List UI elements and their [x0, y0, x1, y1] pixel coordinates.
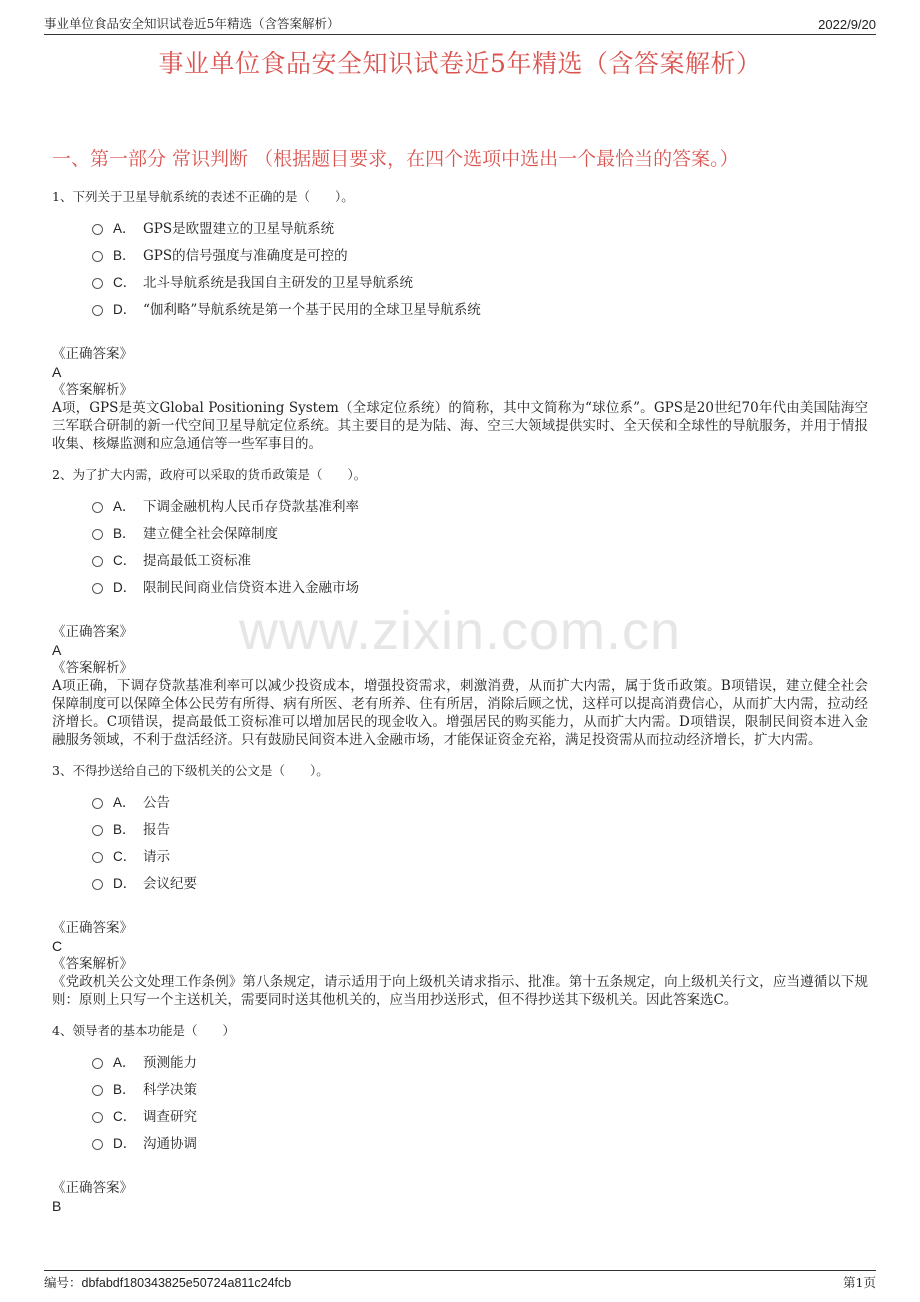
page-footer — [44, 1270, 876, 1291]
option-text: 北斗导航系统是我国自主研发的卫星导航系统 — [143, 274, 413, 291]
option-text: 建立健全社会保障制度 — [143, 525, 278, 542]
analysis-label: 《答案解析》 — [52, 382, 133, 398]
option-letter: C． — [113, 552, 137, 568]
radio-icon[interactable] — [92, 305, 103, 316]
option-list — [92, 1047, 868, 1155]
option-text: 限制民间商业信贷资本进入金融市场 — [143, 579, 359, 596]
option-letter: B． — [113, 525, 136, 541]
radio-icon[interactable] — [92, 1085, 103, 1096]
correct-answer-value: B — [52, 1198, 62, 1214]
option-a[interactable] — [92, 1047, 868, 1074]
option-d[interactable] — [92, 1128, 868, 1155]
question-3 — [52, 761, 868, 1009]
question-stem: 1、下列关于卫星导航系统的表述不正确的是（ ）。 — [52, 189, 354, 204]
option-list — [92, 787, 868, 895]
document-title: 事业单位食品安全知识试卷近5年精选（含答案解析） — [158, 49, 762, 78]
answer-block — [52, 345, 868, 453]
footer-code-label: 编号： — [44, 1275, 82, 1290]
option-text: GPS的信号强度与准确度是可控的 — [143, 247, 348, 264]
option-text: 沟通协调 — [143, 1135, 197, 1152]
answer-block — [52, 919, 868, 1009]
option-letter: C． — [113, 274, 137, 290]
question-4 — [52, 1021, 868, 1215]
question-list — [52, 187, 868, 1215]
radio-icon[interactable] — [92, 798, 103, 809]
radio-icon[interactable] — [92, 852, 103, 863]
radio-icon[interactable] — [92, 583, 103, 594]
option-text: 公告 — [143, 794, 170, 811]
radio-icon[interactable] — [92, 825, 103, 836]
option-text: 会议纪要 — [143, 875, 197, 892]
option-b[interactable] — [92, 1074, 868, 1101]
option-c[interactable] — [92, 267, 868, 294]
option-text: “伽利略”导航系统是第一个基于民用的全球卫星导航系统 — [143, 301, 481, 318]
option-a[interactable] — [92, 213, 868, 240]
radio-icon[interactable] — [92, 502, 103, 513]
header-doc-title: 事业单位食品安全知识试卷近5年精选（含答案解析） — [44, 16, 340, 31]
footer-page-number: 第1页 — [843, 1275, 876, 1290]
option-text: GPS是欧盟建立的卫星导航系统 — [143, 220, 335, 237]
option-letter: D． — [113, 301, 137, 317]
option-letter: A． — [113, 1054, 136, 1070]
option-text: 调查研究 — [143, 1108, 197, 1125]
option-letter: C． — [113, 1108, 137, 1124]
option-c[interactable] — [92, 545, 868, 572]
option-letter: A． — [113, 794, 136, 810]
option-letter: A． — [113, 220, 136, 236]
correct-answer-label: 《正确答案》 — [52, 1180, 133, 1196]
radio-icon[interactable] — [92, 251, 103, 262]
answer-block — [52, 1179, 868, 1215]
question-stem: 2、为了扩大内需，政府可以采取的货币政策是（ ）。 — [52, 467, 367, 482]
analysis-label: 《答案解析》 — [52, 956, 133, 972]
option-letter: B． — [113, 247, 136, 263]
option-d[interactable] — [92, 572, 868, 599]
option-b[interactable] — [92, 240, 868, 267]
radio-icon[interactable] — [92, 529, 103, 540]
question-1 — [52, 187, 868, 453]
footer-code-value: dbfabdf180343825e50724a811c24fcb — [81, 1276, 292, 1290]
correct-answer-label: 《正确答案》 — [52, 920, 133, 936]
correct-answer-value: C — [52, 938, 63, 954]
option-list — [92, 491, 868, 599]
page-header — [44, 12, 876, 35]
correct-answer-label: 《正确答案》 — [52, 346, 133, 362]
option-a[interactable] — [92, 491, 868, 518]
option-d[interactable] — [92, 294, 868, 321]
footer-code — [44, 1273, 291, 1291]
radio-icon[interactable] — [92, 278, 103, 289]
question-stem: 4、领导者的基本功能是（ ） — [52, 1023, 235, 1038]
analysis-text: 《党政机关公文处理工作条例》第八条规定，请示适用于向上级机关请求指示、批准。第十五条规定，向上级机关行文，应当遵循以下规则：原则上只写一个主送机关，需要同时送其他机关的，应当用抄送形式，但不得抄送其下级机关。因此答案选C。 — [52, 974, 868, 1008]
option-list — [92, 213, 868, 321]
analysis-text: A项正确，下调存贷款基准利率可以减少投资成本，增强投资需求，刺激消费，从而扩大内需，属于货币政策。B项错误，建立健全社会保障制度可以保障全体公民劳有所得、病有所医、老有所养、住有所居，消除后顾之忧，这样可以提高消费信心，从而扩大内需，拉动经济增长。C项错误，提高最低工资标准可以增加居民的现金收入。增强居民的购买能力，从而扩大内需。D项错误，限制民间资本进入金融服务领域，不利于盘活经济。只有鼓励民间资本进入金融市场，才能保证资金充裕，满足投资需从而拉动经济增长，扩大内需。 — [52, 678, 868, 748]
radio-icon[interactable] — [92, 1139, 103, 1150]
radio-icon[interactable] — [92, 879, 103, 890]
answer-block — [52, 623, 868, 749]
option-letter: A． — [113, 498, 136, 514]
option-letter: B． — [113, 821, 136, 837]
option-b[interactable] — [92, 518, 868, 545]
correct-answer-value: A — [52, 364, 62, 380]
option-letter: D． — [113, 875, 137, 891]
correct-answer-label: 《正确答案》 — [52, 624, 133, 640]
option-letter: D． — [113, 579, 137, 595]
radio-icon[interactable] — [92, 556, 103, 567]
option-text: 请示 — [143, 848, 170, 865]
option-c[interactable] — [92, 841, 868, 868]
option-a[interactable] — [92, 787, 868, 814]
watermark: www.zixin.com.cn — [238, 601, 682, 661]
analysis-text: A项，GPS是英文Global Positioning System（全球定位系统）的简称，其中文简称为“球位系”。GPS是20世纪70年代由美国陆海空三军联合研制的新一代空间卫星导航定位系统。其主要目的是为陆、海、空三大领域提供实时、全天侯和全球性的导航服务，并用于情报收集、核爆监测和应急通信等一些军事目的。 — [52, 400, 868, 452]
option-text: 科学决策 — [143, 1081, 197, 1098]
radio-icon[interactable] — [92, 1058, 103, 1069]
analysis-label: 《答案解析》 — [52, 660, 133, 676]
radio-icon[interactable] — [92, 1112, 103, 1123]
option-text: 报告 — [143, 821, 170, 838]
option-d[interactable] — [92, 868, 868, 895]
option-b[interactable] — [92, 814, 868, 841]
option-letter: D． — [113, 1135, 137, 1151]
option-text: 预测能力 — [143, 1054, 197, 1071]
option-text: 提高最低工资标准 — [143, 552, 251, 569]
question-stem: 3、不得抄送给自己的下级机关的公文是（ ）。 — [52, 763, 329, 778]
option-text: 下调金融机构人民币存贷款基准利率 — [143, 498, 359, 515]
option-c[interactable] — [92, 1101, 868, 1128]
option-letter: B． — [113, 1081, 136, 1097]
section-heading: 一、第一部分 常识判断 （根据题目要求，在四个选项中选出一个最恰当的答案。） — [52, 148, 739, 170]
header-date: 2022/9/20 — [818, 17, 876, 32]
option-letter: C． — [113, 848, 137, 864]
correct-answer-value: A — [52, 642, 62, 658]
radio-icon[interactable] — [92, 224, 103, 235]
question-2 — [52, 465, 868, 749]
